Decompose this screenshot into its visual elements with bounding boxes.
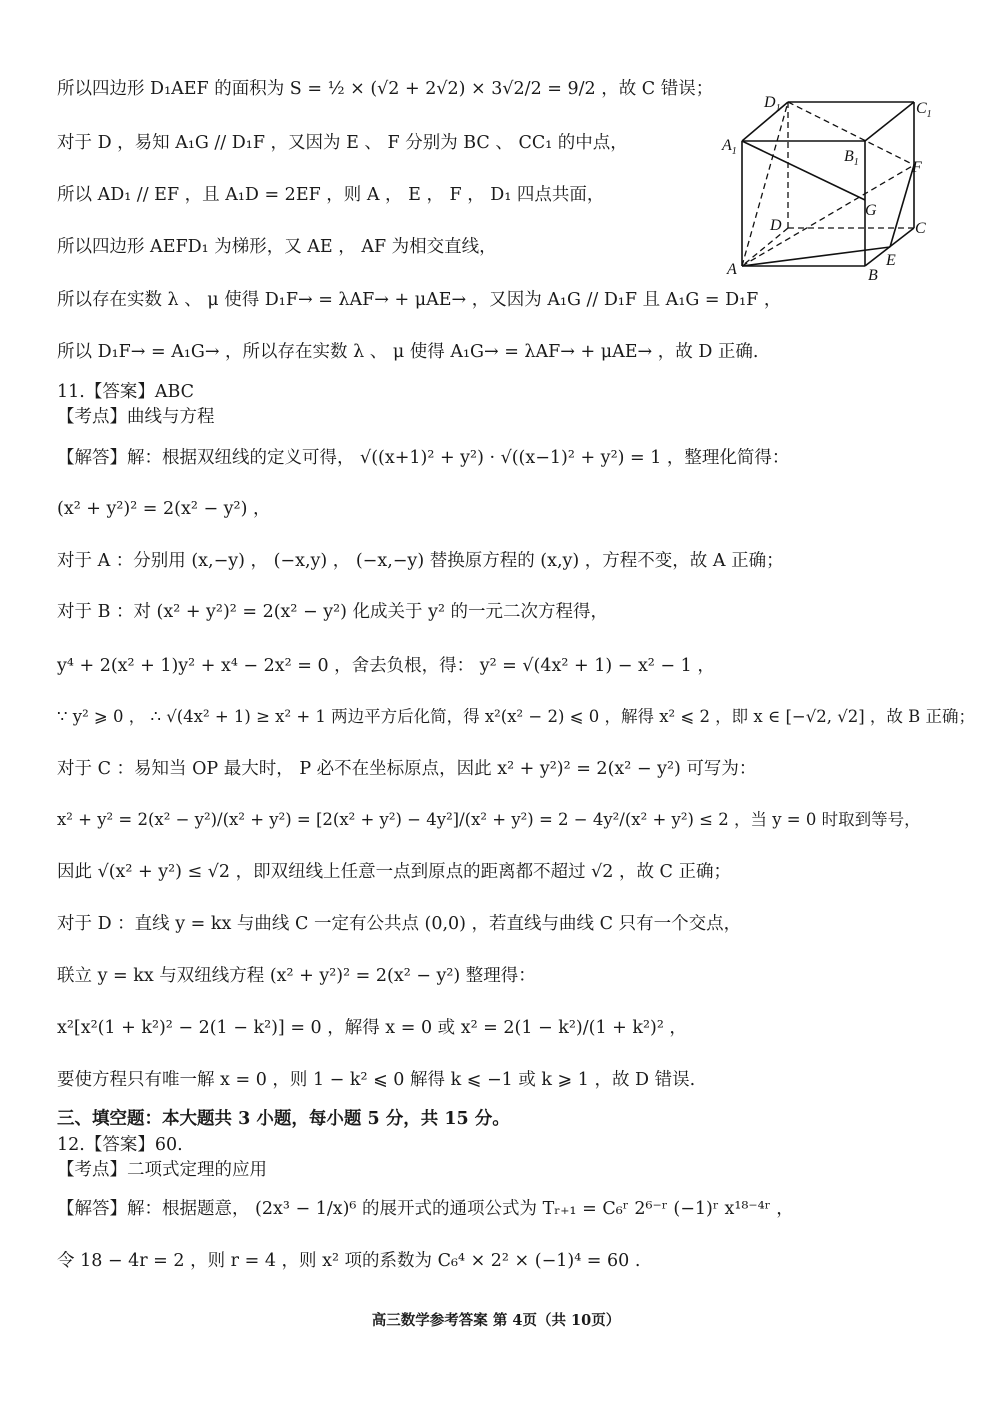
text-line-26: 令 18 − 4r = 2 ，则 r = 4 ，则 x² 项的系数为 C₆⁴ × 2² × (−1)⁴ = 60 . <box>57 1251 641 1271</box>
text-line-5: 所以存在实数 λ 、 μ 使得 D₁F→ = λAF→ + μAE→ ，又因为 A₁G // D₁F 且 A₁G = D₁F ， <box>57 290 782 310</box>
text-line-21: 要使方程只有唯一解 x = 0 ，则 1 − k² ⩽ 0 解得 k ⩽ −1 或 k ⩾ 1 ，故 D 错误. <box>57 1070 696 1090</box>
label-A1: $A_1$ <box>722 137 737 157</box>
text-line-20: x²[x²(1 + k²)² − 2(1 − k²)] = 0 ，解得 x = 0 或 x² = 2(1 − k²)/(1 + k²)² ， <box>57 1018 687 1038</box>
label-F: F <box>912 159 922 176</box>
cube-solid-edges <box>742 102 914 266</box>
cube-figure <box>718 88 940 284</box>
text-line-10: (x² + y²)² = 2(x² − y²) ， <box>57 499 271 519</box>
label-G: G <box>865 202 877 219</box>
text-line-3: 所以 AD₁ // EF ，且 A₁D = 2EF ，则 A ， E ， F ， D₁ 四点共面， <box>57 185 605 205</box>
cube-hidden-edges <box>742 102 914 266</box>
label-D1: $D_1$ <box>764 94 781 114</box>
label-A: A <box>727 261 737 278</box>
text-line-25: 【解答】解：根据题意， (2x³ − 1/x)⁶ 的展开式的通项公式为 Tᵣ₊₁ = C₆ʳ 2⁶⁻ʳ (−1)ʳ x¹⁸⁻⁴ʳ ， <box>57 1199 794 1219</box>
text-line-16: x² + y² = 2(x² − y²)/(x² + y²) = [2(x² + y²) − 4y²]/(x² + y²) = 2 − 4y²/(x² + y²) ≤ 2 ，当 y = 0 时取到等号， <box>57 810 921 829</box>
label-E: E <box>886 252 896 269</box>
label-C1: $C_1$ <box>916 100 932 120</box>
text-line-14: ∵ y² ⩾ 0 ， ∴ √(4x² + 1) ≥ x² + 1 两边平方后化简，得 x²(x² − 2) ⩽ 0 ，解得 x² ⩽ 2 ，即 x ∈ [−√2, √2] ，故 B 正确； <box>57 707 976 726</box>
answer-heading-11: 11.【答案】ABC <box>57 382 195 402</box>
answer-heading-12: 12.【答案】60. <box>57 1135 183 1155</box>
label-C: C <box>915 220 926 237</box>
page-footer: 高三数学参考答案 第 4页（共 10页） <box>371 1312 621 1329</box>
label-B: B <box>868 267 878 284</box>
section-heading-fill-in: 三、填空题：本大题共 3 小题，每小题 5 分，共 15 分。 <box>57 1109 510 1129</box>
text-line-1: 所以四边形 D₁AEF 的面积为 S = ½ × (√2 + 2√2) × 3√2/2 = 9/2 ，故 C 错误； <box>57 79 714 99</box>
topic-heading-12: 【考点】二项式定理的应用 <box>57 1160 267 1180</box>
text-line-11: 对于 A ：分别用 (x,−y) ， (−x,y) ， (−x,−y) 替换原方程的 (x,y) ，方程不变，故 A 正确； <box>57 551 784 571</box>
label-D: D <box>770 217 782 234</box>
text-line-12: 对于 B ：对 (x² + y²)² = 2(x² − y²) 化成关于 y² 的一元二次方程得， <box>57 602 609 622</box>
label-B1: $B_1$ <box>844 148 859 168</box>
text-line-4: 所以四边形 AEFD₁ 为梯形，又 AE ， AF 为相交直线， <box>57 237 497 257</box>
text-line-13: y⁴ + 2(x² + 1)y² + x⁴ − 2x² = 0 ，舍去负根，得： y² = √(4x² + 1) − x² − 1 ， <box>57 656 715 676</box>
text-line-9: 【解答】解：根据双纽线的定义可得， √((x+1)² + y²) · √((x−1)² + y²) = 1 ，整理化简得： <box>57 448 790 468</box>
topic-heading-11: 【考点】曲线与方程 <box>57 407 215 427</box>
text-line-2: 对于 D ，易知 A₁G // D₁F ，又因为 E 、 F 分别为 BC 、 CC₁ 的中点， <box>57 133 628 153</box>
text-line-6: 所以 D₁F→ = A₁G→ ，所以存在实数 λ 、 μ 使得 A₁G→ = λAF→ + μAE→ ，故 D 正确. <box>57 342 759 362</box>
text-line-15: 对于 C ：易知当 OP 最大时， P 必不在坐标原点，因此 x² + y²)² = 2(x² − y²) 可写为： <box>57 759 757 779</box>
text-line-18: 对于 D ：直线 y = kx 与曲线 C 一定有公共点 (0,0) ，若直线与曲线 C 只有一个交点， <box>57 914 742 934</box>
text-line-19: 联立 y = kx 与双纽线方程 (x² + y²)² = 2(x² − y²) 整理得： <box>57 966 536 986</box>
text-line-17: 因此 √(x² + y²) ≤ √2 ，即双纽线上任意一点到原点的距离都不超过 √2 ，故 C 正确； <box>57 862 732 882</box>
